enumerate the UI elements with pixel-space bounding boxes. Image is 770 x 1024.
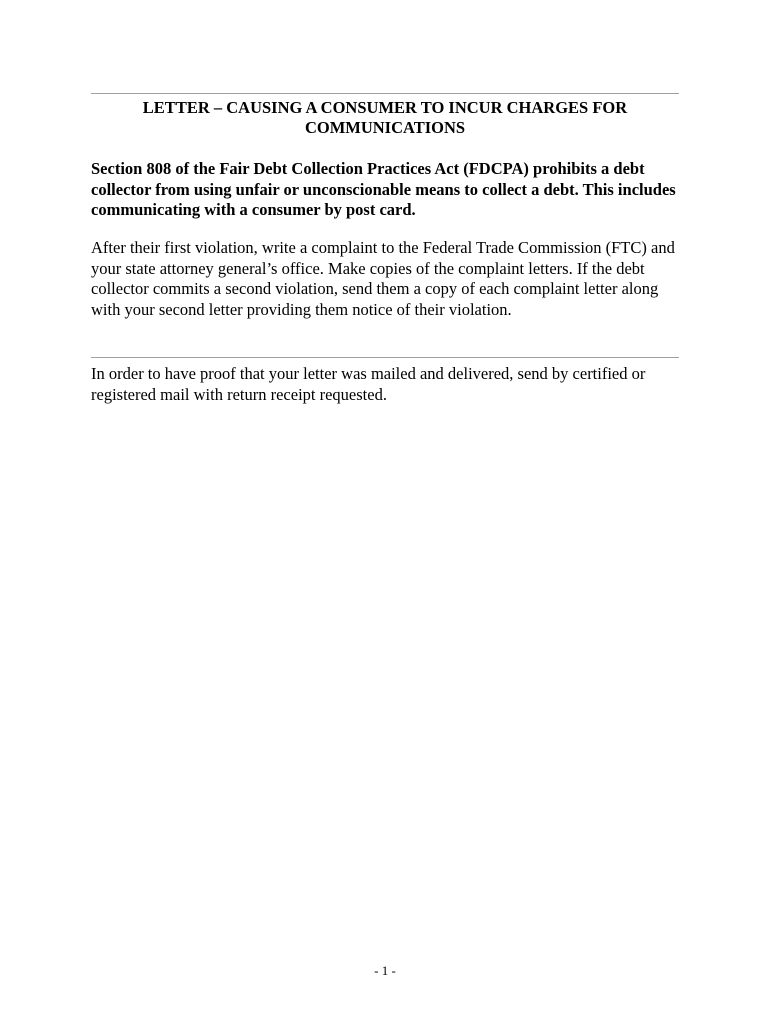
intro-paragraph: Section 808 of the Fair Debt Collection Practices Act (FDCPA) prohibits a debt collector from using unfair or unconscionable means to collect a debt. This includes communicating with a consumer by post card. (91, 159, 676, 219)
top-divider (91, 93, 679, 94)
body-paragraph-1: After their first violation, write a complaint to the Federal Trade Commission (FTC) and your state attorney general’s office. Make copies of the complaint letters. If the debt collector commits a second violation, send them a copy of each complaint letter along with your second letter providing them notice of their violation. (91, 238, 675, 319)
document-title: LETTER – CAUSING A CONSUMER TO INCUR CHARGES FOR COMMUNICATIONS (142, 98, 628, 137)
body-paragraph-2: In order to have proof that your letter was mailed and delivered, send by certified or registered mail with return receipt requested. (91, 364, 646, 404)
middle-divider (91, 357, 679, 358)
page-number: - 1 - (374, 963, 396, 978)
